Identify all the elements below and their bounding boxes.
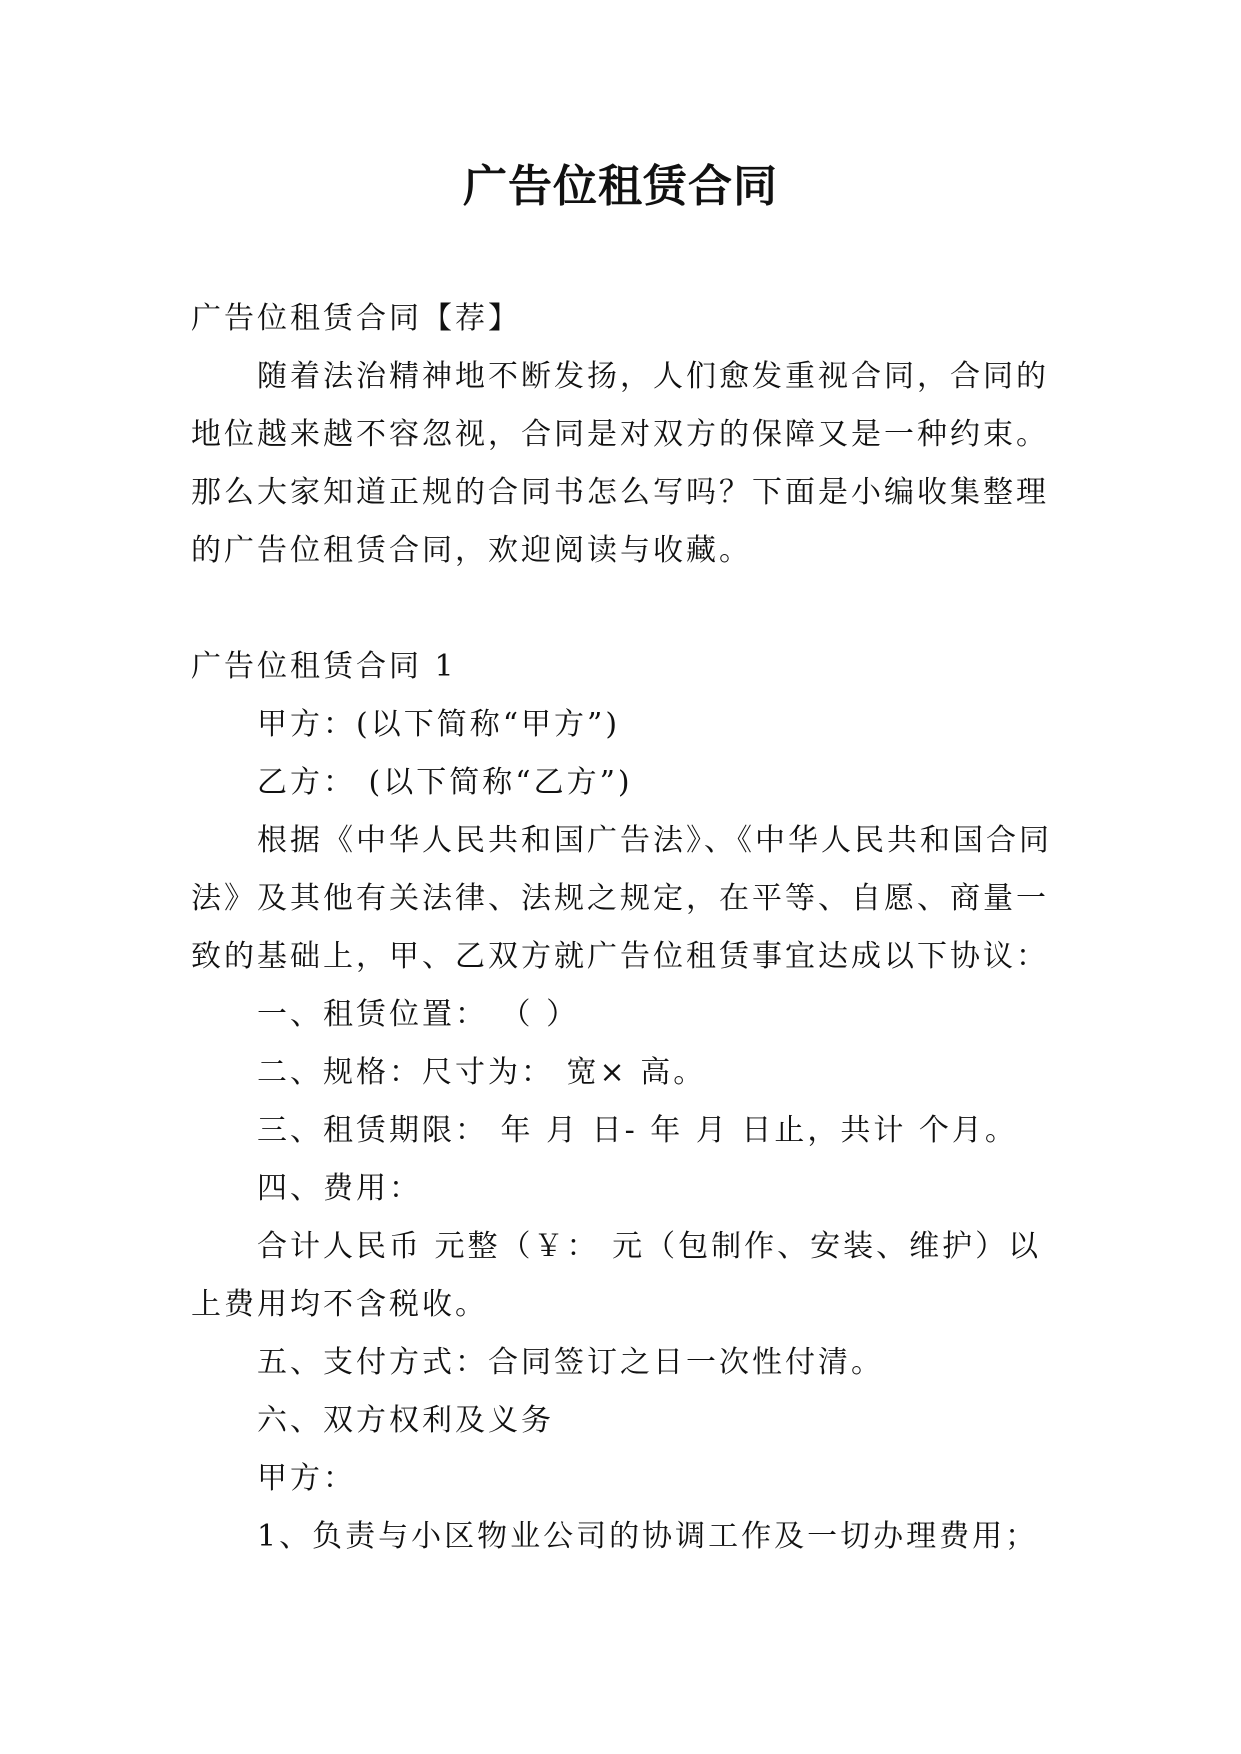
clause-3: 三、租赁期限： 年 月 日- 年 月 日止，共计 个月。 <box>257 1113 1018 1148</box>
clause-4: 四、费用： <box>257 1171 422 1206</box>
intro-paragraph: 随着法治精神地不断发扬，人们愈发重视合同，合同的地位越来越不容忽视，合同是对双方的保障又是一种约束。那么大家知道正规的合同书怎么写吗？下面是小编收集整理的广告位租赁合同，欢迎阅读与收藏。 <box>191 359 1049 568</box>
clause-5: 五、支付方式：合同签订之日一次性付清。 <box>257 1345 884 1380</box>
clause-6: 六、双方权利及义务 <box>257 1403 554 1438</box>
clause-2: 二、规格：尺寸为： 宽× 高。 <box>257 1055 707 1090</box>
clause-1: 一、租赁位置： （ ） <box>257 997 580 1032</box>
party-b-line: 乙方： (以下简称“乙方”) <box>257 765 633 800</box>
section-heading: 广告位租赁合同 1 <box>191 649 457 684</box>
document-subtitle: 广告位租赁合同【荐】 <box>191 301 521 336</box>
party-a-duty-1: 1、负责与小区物业公司的协调工作及一切办理费用； <box>257 1519 1039 1554</box>
party-a-line: 甲方：(以下简称“甲方”) <box>257 707 621 742</box>
basis-paragraph: 根据《中华人民共和国广告法》、《中华人民共和国合同法》及其他有关法律、法规之规定，在平等、自愿、商量一致的基础上，甲、乙双方就广告位租赁事宜达成以下协议： <box>191 823 1052 974</box>
document-title: 广告位租赁合同 <box>463 161 778 212</box>
clause-4-detail: 合计人民币 元整（￥： 元（包制作、安装、维护）以上费用均不含税收。 <box>191 1229 1042 1322</box>
document-body <box>191 290 1061 1566</box>
party-a-duties-heading: 甲方： <box>257 1461 356 1496</box>
paragraph-gap <box>191 580 1061 638</box>
